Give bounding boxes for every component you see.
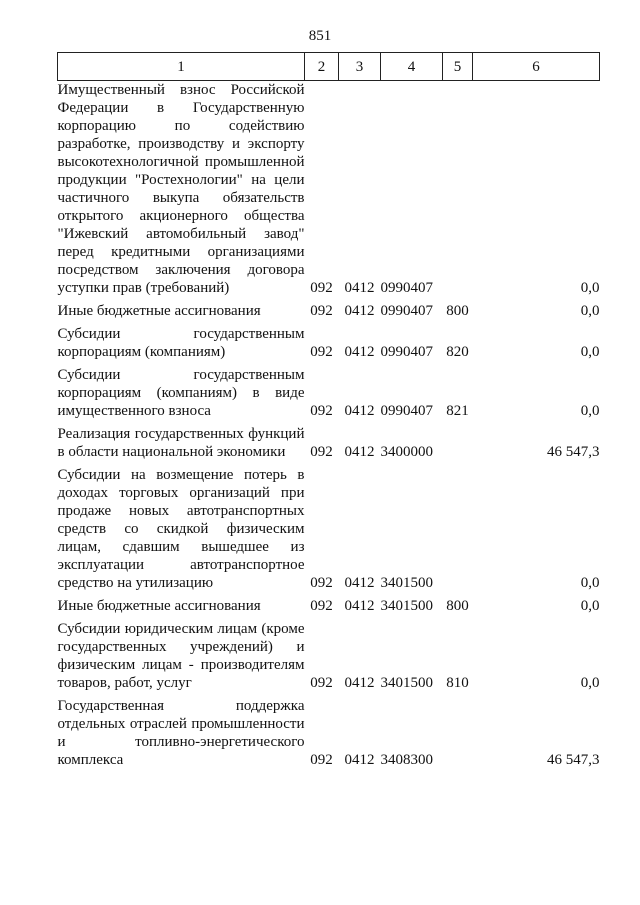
column-header-6: 6 [473,53,600,81]
table-row [58,592,600,615]
target-code: 3401500 [380,598,433,614]
section-code: 0412 [344,598,375,614]
amount: 0,0 [580,280,600,296]
column-header-4: 4 [381,53,443,81]
expense-type-code: 820 [446,344,469,360]
amount: 0,0 [580,303,600,319]
table-body [58,81,600,770]
table-row [58,615,600,692]
row-name: Иные бюджетные ассигнования [57,598,261,614]
table-row [58,361,600,420]
ministry-code: 092 [310,403,333,419]
ministry-code: 092 [310,344,333,360]
section-code: 0412 [344,303,375,319]
table-row [58,461,600,592]
amount: 0,0 [580,403,600,419]
row-name: Субсидии государственным корпорациям (компаниям) в виде имущественного взноса [57,367,305,419]
table-row [58,420,600,461]
table-row [58,81,600,298]
table-header [58,53,600,81]
table-row [58,320,600,361]
target-code: 0990407 [380,403,433,419]
amount: 0,0 [580,575,600,591]
column-header-2: 2 [305,53,339,81]
table-row [58,297,600,320]
expense-type-code: 810 [446,675,469,691]
target-code: 3401500 [380,575,433,591]
target-code: 0990407 [380,280,433,296]
target-code: 3400000 [380,444,433,460]
target-code: 0990407 [380,344,433,360]
ministry-code: 092 [310,303,333,319]
column-header-3: 3 [339,53,381,81]
expense-type-code: 800 [446,303,469,319]
row-name: Субсидии на возмещение потерь в доходах торговых организаций при продаже новых автотранспортных средств со скидкой физическим лицам, сдавшим вышедшее из эксплуатации автотранспортное средство на утилизацию [57,467,305,591]
page-number: 851 [308,28,332,44]
amount: 46 547,3 [547,444,600,460]
section-code: 0412 [344,752,375,768]
expense-type-code: 800 [446,598,469,614]
section-code: 0412 [344,344,375,360]
row-name: Имущественный взнос Российской Федерации в Государственную корпорацию по содействию разработке, производству и экспорту высокотехнологичной промышленной продукции "Ростехнологии" на цели частичного выкупа обязательств открытого акционерного общества "Ижевский автомобильный завод" перед кредитными организациями посредством заключения договора уступки прав (требований) [57,82,305,296]
target-code: 0990407 [380,303,433,319]
section-code: 0412 [344,444,375,460]
ministry-code: 092 [310,280,333,296]
table-row [58,692,600,769]
expense-type-code: 821 [446,403,469,419]
expense-type-code [443,420,473,461]
expense-type-code [443,692,473,769]
target-code: 3401500 [380,675,433,691]
section-code: 0412 [344,675,375,691]
row-name: Иные бюджетные ассигнования [57,303,261,319]
ministry-code: 092 [310,598,333,614]
ministry-code: 092 [310,752,333,768]
section-code: 0412 [344,403,375,419]
row-name: Субсидии государственным корпорациям (компаниям) [57,326,305,360]
section-code: 0412 [344,575,375,591]
ministry-code: 092 [310,675,333,691]
row-name: Субсидии юридическим лицам (кроме государственных учреждений) и физическим лицам - производителям товаров, работ, услуг [57,621,305,691]
column-header-1: 1 [58,53,305,81]
ministry-code: 092 [310,575,333,591]
amount: 0,0 [580,675,600,691]
amount: 0,0 [580,344,600,360]
column-header-5: 5 [443,53,473,81]
amount: 46 547,3 [547,752,600,768]
row-name: Государственная поддержка отдельных отраслей промышленности и топливно-энергетического комплекса [57,698,305,768]
header-row [58,53,600,81]
section-code: 0412 [344,280,375,296]
target-code: 3408300 [380,752,433,768]
expense-type-code [443,81,473,298]
budget-table [57,52,600,769]
expense-type-code [443,461,473,592]
ministry-code: 092 [310,444,333,460]
row-name: Реализация государственных функций в области национальной экономики [57,426,305,460]
amount: 0,0 [580,598,600,614]
